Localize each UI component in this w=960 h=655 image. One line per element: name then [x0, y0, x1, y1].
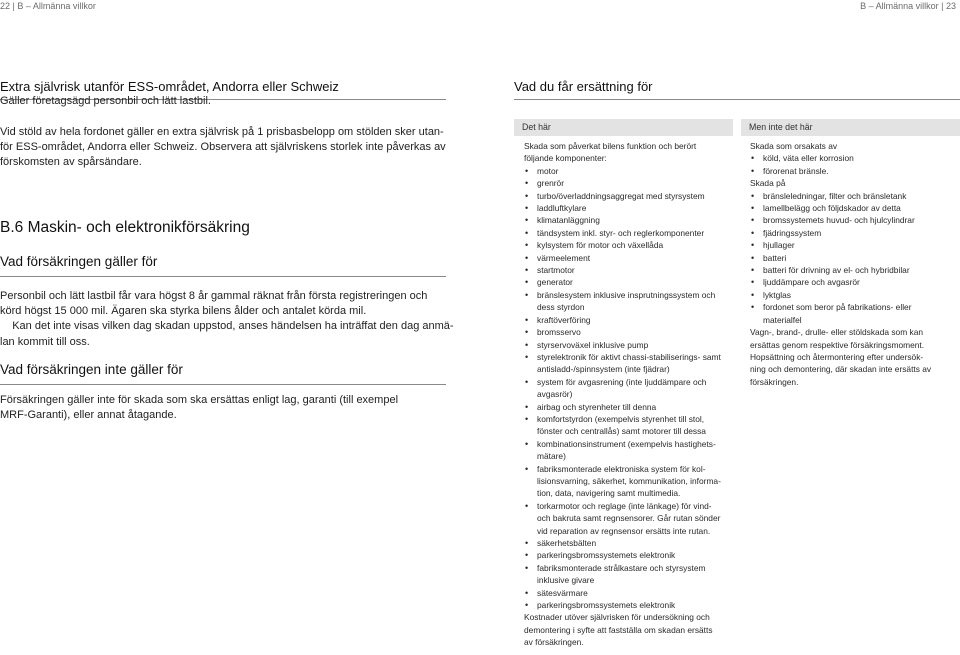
covered-outro-line: Kostnader utöver självrisken för undersökning och [524, 612, 710, 623]
paragraph-line: förskomsten av spårsändare. [0, 156, 142, 169]
excluded-damage-item-line: • lyktglas [763, 289, 791, 300]
paragraph-line: Personbil och lätt lastbil får vara högst 8 år gammal räknat från första registreringen och [0, 290, 428, 302]
paragraph-line: MRF-Garanti), eller annat åtagande. [0, 409, 177, 422]
component-item-line: • torkarmotor och reglage (inte länkage) för vind- [537, 500, 712, 511]
deductible-paragraph [0, 125, 446, 171]
excluded-damage-item-line: • batteri [763, 252, 787, 263]
component-item-line: antisladd-/spinnsystem (inte fjädrar) [537, 364, 670, 375]
component-item-line: • parkeringsbromssystemets elektronik [537, 600, 676, 611]
component-item-line: • kylsystem för motor och växellåda [537, 240, 664, 251]
component-item-line: • laddluftkylare [537, 203, 587, 214]
component-item-line: • startmotor [537, 265, 575, 276]
component-item-line: • system för avgasrening (inte ljuddämpare och [537, 376, 707, 387]
component-item-line: • kombinationsinstrument (exempelvis hastighets- [537, 438, 716, 449]
component-item-line: • airbag och styrenheter till denna [537, 401, 657, 412]
component-item-line: • klimatanläggning [537, 215, 600, 226]
component-item-line: • bromsservo [537, 327, 581, 338]
excluded-damage-item-line: • fjädringssystem [763, 227, 822, 238]
component-item [524, 165, 734, 177]
excluded-damage-item [750, 289, 960, 301]
section-title: B.6 Maskin- och elektronikförsäkring [0, 219, 250, 236]
component-item-line: • bränslesystem inklusive insprutningssystem och [537, 289, 716, 300]
paragraph-line: lan kommit till oss. [0, 335, 90, 348]
component-item [524, 239, 734, 251]
component-item [524, 438, 734, 463]
paragraph-line: Vid stöld av hela fordonet gäller en extra självrisk på 1 prisbasbelopp om stölden sker utan- [0, 126, 444, 138]
cause-intro: Skada som orsakats av [750, 141, 838, 151]
component-item-line: • tändsystem inkl. styr- och reglerkomponenter [537, 227, 705, 238]
component-item-line: • säkerhetsbälten [537, 538, 597, 548]
excluded-damage-item-line: • bromssystemets huvud- och hjulcylindrar [763, 215, 915, 226]
component-item [524, 599, 734, 611]
component-item [524, 537, 734, 549]
cause-item [750, 152, 960, 164]
component-item-line: dess styrdon [537, 302, 585, 313]
compensation-rule [514, 99, 960, 100]
component-item-line: • fabriksmonterade strålkastare och styrsystem [537, 562, 706, 573]
component-item [524, 289, 734, 314]
applies-heading: Vad försäkringen gäller för [0, 254, 158, 269]
excluded-damage-item [750, 301, 960, 326]
component-item [524, 549, 734, 561]
cause-item-line: • köld, väta eller korrosion [763, 153, 854, 164]
component-item [524, 463, 734, 500]
component-item-line: • fabriksmonterade elektroniska system för kol- [537, 463, 706, 474]
covered-column [524, 140, 734, 649]
not-covered-outro-line: försäkringen. [750, 376, 799, 387]
extra-deductible-title: Extra självrisk utanför ESS-området, Andorra eller Schweiz [0, 79, 339, 94]
paragraph-line: körd högst 15 000 mil. Ägaren ska styrka bilens ålder och antalet körda mil. [0, 305, 367, 318]
page-header-left: 22 | B – Allmänna villkor [0, 1, 96, 11]
excluded-damage-item [750, 202, 960, 214]
component-item [524, 214, 734, 226]
excluded-damage-item-line: • bränsleledningar, filter och bränsletank [763, 190, 907, 201]
component-item [524, 401, 734, 413]
component-item-line: • kraftöverföring [537, 314, 591, 325]
component-item-line: • generator [537, 277, 573, 288]
component-item-line: inklusive givare [537, 575, 595, 586]
component-item [524, 190, 734, 202]
component-item-line: • parkeringsbromssystemets elektronik [537, 550, 676, 561]
component-item-line: • komfortstyrdon (exempelvis styrenhet till stol, [537, 413, 705, 424]
applies-paragraph [0, 289, 454, 350]
component-item [524, 376, 734, 401]
excluded-damage-item-line: • hjullager [763, 240, 795, 251]
component-item [524, 314, 734, 326]
not-covered-column [750, 140, 960, 388]
column-header-covered: Det här [514, 119, 733, 136]
component-item-line: • turbo/överladdningsaggregat med styrsystem [537, 190, 705, 201]
not-applies-paragraph [0, 393, 398, 423]
component-item-line: • styrservoväxel inklusive pump [537, 339, 649, 350]
component-item-line: lisionsvarning, säkerhet, kommunikation, informa- [537, 475, 721, 486]
excluded-damage-item-line: • batteri för drivning av el- och hybridbilar [763, 265, 910, 276]
component-item [524, 562, 734, 587]
excluded-damage-list [750, 190, 960, 326]
excluded-damage-item-line: materialfel [763, 314, 802, 325]
component-item [524, 351, 734, 376]
not-covered-outro-line: ersättas genom respektive försäkringsmoment. [750, 339, 925, 350]
not-covered-outro-line: Vagn-, brand-, drulle- eller stöldskada som kan [750, 327, 924, 338]
component-item [524, 202, 734, 214]
component-item [524, 500, 734, 537]
excluded-damage-item [750, 276, 960, 288]
component-item [524, 227, 734, 239]
covered-outro-line: av försäkringen. [524, 637, 584, 648]
cause-item [750, 165, 960, 177]
component-item [524, 587, 734, 599]
excluded-damage-item-line: • lamellbelägg och följdskador av detta [763, 203, 901, 214]
component-item-line: och bakruta samt regnsensorer. Går rutan sönder [537, 513, 721, 524]
covered-intro-line: Skada som påverkat bilens funktion och berört [524, 141, 697, 151]
not-covered-outro-line: ning och demontering, där skadan inte ersätts av [750, 364, 932, 375]
covered-component-list [524, 165, 734, 612]
component-item [524, 326, 734, 338]
component-item [524, 276, 734, 288]
excluded-damage-item [750, 264, 960, 276]
component-item [524, 264, 734, 276]
component-item-line: • styrelektronik för aktivt chassi-stabiliserings- samt [537, 351, 721, 362]
excluded-damage-item [750, 190, 960, 202]
covered-intro-line: följande komponenter: [524, 153, 607, 164]
component-item-line: • motor [537, 165, 559, 176]
intro-text: Gäller företagsägd personbil och lätt lastbil. [0, 95, 211, 107]
excluded-damage-item-line: • fordonet som beror på fabrikations- eller [763, 302, 912, 313]
component-item-line: fönster och centrallås) samt motorer till dessa [537, 426, 706, 437]
excluded-damage-item [750, 214, 960, 226]
excluded-damage-item [750, 227, 960, 239]
compensation-title: Vad du får ersättning för [514, 79, 653, 94]
page-header-right: B – Allmänna villkor | 23 [860, 1, 956, 11]
component-item [524, 252, 734, 264]
column-header-not-covered: Men inte det här [741, 119, 960, 136]
cause-list [750, 152, 960, 177]
component-item-line: mätare) [537, 451, 566, 462]
component-item-line: tion, data, navigering samt multimedia. [537, 488, 681, 499]
paragraph-line: Kan det inte visas vilken dag skadan uppstod, anses händelsen ha inträffat den dag anmä- [0, 320, 454, 333]
excluded-damage-item-line: • ljuddämpare och avgasrör [763, 277, 860, 288]
not-applies-heading: Vad försäkringen inte gäller för [0, 362, 183, 377]
not-applies-rule [0, 384, 446, 385]
excluded-damage-item [750, 252, 960, 264]
component-item-line: vid reparation av regnsensor ersätts inte rutan. [537, 525, 711, 536]
component-item-line: • värmeelement [537, 252, 591, 263]
not-covered-outro-line: Hopsättning och återmontering efter undersök- [750, 351, 924, 362]
paragraph-line: för ESS-området, Andorra eller Schweiz. Observera att självriskens storlek inte påverkas av [0, 141, 446, 154]
cause-item-line: • förorenat bränsle. [763, 165, 829, 176]
applies-rule [0, 276, 446, 277]
component-item [524, 413, 734, 438]
component-item-line: • sätesvärmare [537, 587, 588, 598]
component-item [524, 339, 734, 351]
component-item-line: avgasrör) [537, 389, 573, 400]
component-item-line: • grenrör [537, 178, 564, 189]
excluded-damage-item [750, 239, 960, 251]
covered-outro-line: demontering i syfte att fastställa om skadan ersätts [524, 624, 713, 635]
paragraph-line: Försäkringen gäller inte för skada som ska ersättas enligt lag, garanti (till exempel [0, 394, 399, 406]
component-item [524, 177, 734, 189]
damage-intro: Skada på [750, 178, 786, 189]
